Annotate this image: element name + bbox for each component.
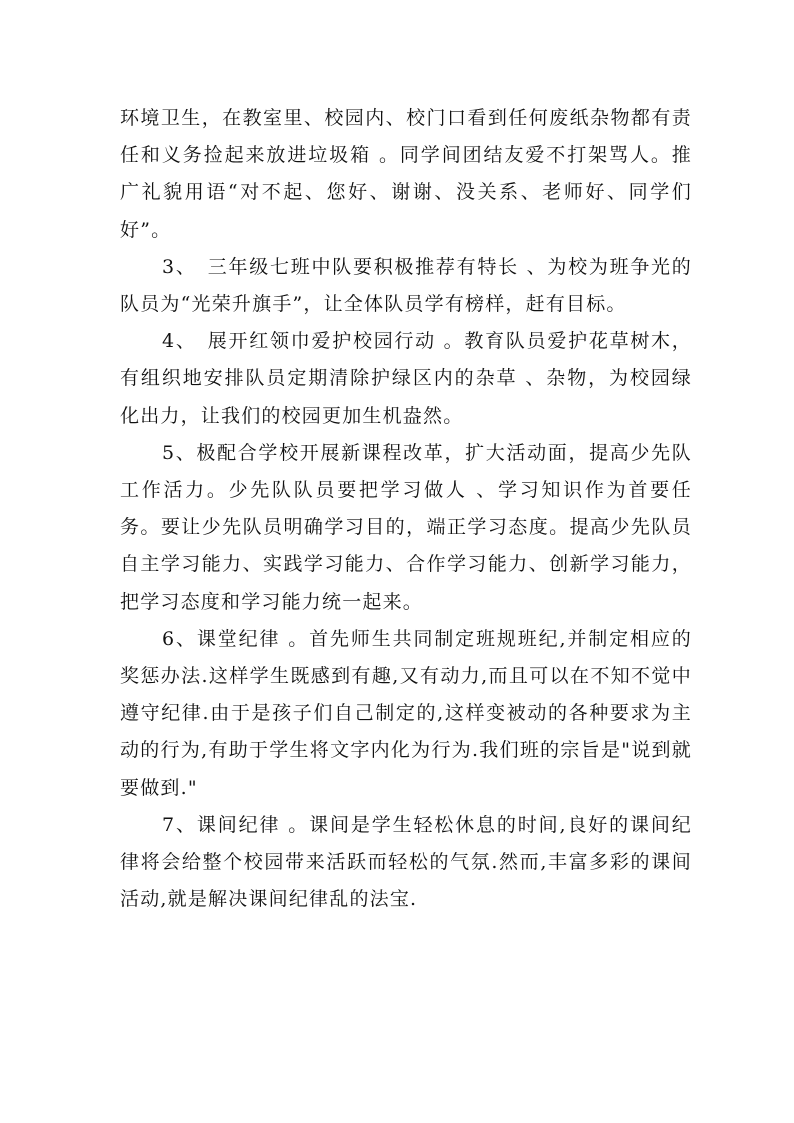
paragraph-item-4: 4、 展开红领巾爱护校园行动 。教育队员爱护花草树木，有组织地安排队员定期清除护绿区内的杂草 、杂物，为校园绿化出力，让我们的校园更加生机盎然。 bbox=[120, 330, 692, 427]
paragraph-item-6: 6、课堂纪律 。首先师生共同制定班规班纪,并制定相应的奖惩办法.这样学生既感到有趣,又有动力,而且可以在不知不觉中遵守纪律.由于是孩子们自己制定的,这样变被动的各种要求为主动的行为,有助于学生将文字内化为行为.我们班的宗旨是"说到就要做到." bbox=[120, 627, 692, 799]
paragraph-environment-hygiene: 环境卫生，在教室里、校园内、校门口看到任何废纸杂物都有责任和义务捡起来放进垃圾箱 。同学间团结友爱不打架骂人。推广礼貌用语“对不起、您好、谢谢、没关系、老师好、同学们好”。 bbox=[120, 107, 692, 241]
paragraph-item-3: 3、 三年级七班中队要积极推荐有特长 、为校为班争光的队员为“光荣升旗手”，让全体队员学有榜样，赶有目标。 bbox=[120, 255, 692, 316]
paragraph-item-5: 5、极配合学校开展新课程改革，扩大活动面，提高少先队工作活力。少先队队员要把学习做人 、学习知识作为首要任务。要让少先队员明确学习目的，端正学习态度。提高少先队员自主学习能力、实践学习能力、合作学习能力、创新学习能力，把学习态度和学习能力统一起来。 bbox=[120, 441, 692, 613]
document-body bbox=[120, 100, 692, 918]
paragraph-item-7: 7、课间纪律 。课间是学生轻松休息的时间,良好的课间纪律将会给整个校园带来活跃而轻松的气氛.然而,丰富多彩的课间活动,就是解决课间纪律乱的法宝. bbox=[120, 813, 692, 911]
